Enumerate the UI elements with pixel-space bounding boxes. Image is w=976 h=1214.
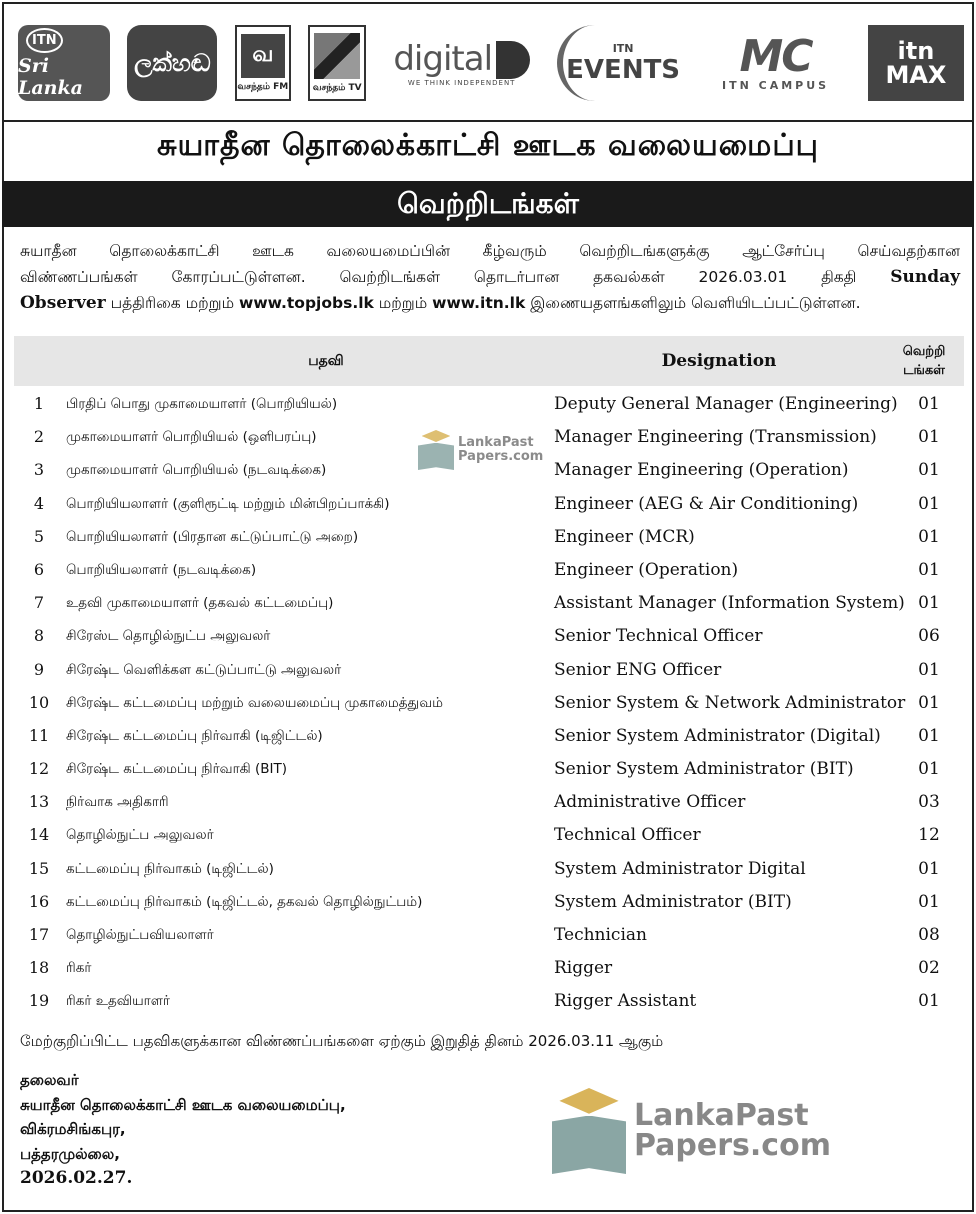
vacancy-count: 01 <box>918 891 940 912</box>
header-designation: Designation <box>661 351 777 371</box>
itn-events-logo: ITN EVENTS <box>557 25 683 101</box>
position-tamil: முகாமையாளர் பொறியியல் (நடவடிக்கை) <box>66 462 327 479</box>
row-number: 15 <box>28 858 50 878</box>
signature-block <box>20 1068 346 1191</box>
vacancy-count: 01 <box>918 493 940 514</box>
graduation-book-icon <box>418 430 454 470</box>
topjobs-link[interactable]: www.topjobs.lk <box>239 294 374 312</box>
designation-english: Technical Officer <box>554 825 701 846</box>
position-tamil: பொறியியலாளர் (பிரதான கட்டுப்பாட்டு அறை) <box>66 528 359 545</box>
position-tamil: கட்டமைப்பு நிர்வாகம் (டிஜிட்டல், தகவல் தொழில்நுட்பம்) <box>66 893 423 910</box>
position-tamil: தொழில்நுட்ப அலுவலர் <box>66 827 214 844</box>
position-tamil: சிரேஷ்ட கட்டமைப்பு நிர்வாகி (BIT) <box>66 761 288 778</box>
position-tamil: சிரேஸ்ட தொழில்நுட்ப அலுவலர் <box>66 628 271 645</box>
row-number: 1 <box>33 394 45 413</box>
table-row <box>14 919 964 952</box>
vacancy-count: 01 <box>918 858 940 879</box>
table-row <box>14 620 964 653</box>
position-tamil: பிரதிப் பொது முகாமையாளர் (பொறியியல்) <box>66 396 338 412</box>
vacancy-count: 03 <box>918 792 940 813</box>
vacancy-count: 01 <box>918 725 940 746</box>
row-number: 14 <box>28 825 50 845</box>
designation-english: Assistant Manager (Information System) <box>554 593 905 614</box>
designation-english: Manager Engineering (Transmission) <box>554 427 877 448</box>
designation-english: Senior System & Network Administrator <box>554 692 906 713</box>
closing-date-note: மேற்குறிப்பிட்ட பதவிகளுக்கான விண்ணப்பங்களை ஏற்கும் இறுதித் தினம் 2026.03.11 ஆகும் <box>20 1032 664 1050</box>
intro-paragraph <box>20 238 960 316</box>
position-tamil: தொழில்நுட்பவியலாளர் <box>66 927 214 943</box>
row-number: 7 <box>33 593 45 613</box>
notice-date: 2026.02.27. <box>20 1168 133 1188</box>
table-row <box>14 952 964 985</box>
table-row <box>14 554 964 587</box>
address-line-2: பத்தரமுல்லை, <box>20 1144 120 1163</box>
position-tamil: நிர்வாக அதிகாரி <box>66 794 169 811</box>
position-tamil: உதவி முகாமையாளர் (தகவல் கட்டமைப்பு) <box>66 595 334 612</box>
watermark-small: LankaPast Papers.com <box>418 430 543 470</box>
table-row <box>14 819 964 852</box>
designation-english: Administrative Officer <box>554 792 746 813</box>
designation-english: Technician <box>554 925 647 945</box>
position-tamil: கட்டமைப்பு நிர்வாகம் (டிஜிட்டல்) <box>66 860 274 877</box>
watermark-large: LankaPast Papers.com <box>552 1088 831 1174</box>
vacancy-count: 01 <box>918 593 940 614</box>
graduation-book-icon <box>552 1088 626 1174</box>
designation-english: Engineer (MCR) <box>554 526 695 547</box>
row-number: 10 <box>28 692 50 712</box>
itn-max-logo: itn MAX <box>868 25 964 101</box>
row-number: 4 <box>33 493 45 513</box>
table-row <box>14 753 964 786</box>
table-row <box>14 786 964 819</box>
vacancy-count: 08 <box>918 925 940 945</box>
table-row <box>14 388 964 421</box>
position-tamil: ரிகர் <box>66 960 92 977</box>
itn-campus-logo: MC ITN CAMPUS <box>721 30 830 92</box>
vacancy-count: 01 <box>918 991 940 1012</box>
vacancy-count: 06 <box>918 626 940 647</box>
vacancy-count: 01 <box>918 427 940 448</box>
intro-line-1: சுயாதீன தொலைக்காட்சி ஊடக வலையமைப்பின் கீழ்வரும் வெற்றிடங்களுக்கு ஆட்சேர்ப்பு செய்வதற்கான <box>20 242 960 260</box>
vacancy-count: 12 <box>918 825 940 846</box>
table-row <box>14 654 964 687</box>
vacancy-count: 01 <box>918 394 940 414</box>
position-tamil: ரிகர் உதவியாளர் <box>66 993 170 1010</box>
designation-english: System Administrator (BIT) <box>554 891 792 912</box>
vacancy-count: 01 <box>918 759 940 780</box>
position-tamil: பொறியியலாளர் (குளிரூட்டி மற்றும் மின்பிறப்பாக்கி) <box>66 495 390 512</box>
header-position-ta: பதவி <box>308 353 344 369</box>
signatory-title: தலைவர் <box>20 1071 79 1089</box>
vacancy-count: 01 <box>918 659 940 680</box>
designation-english: Manager Engineering (Operation) <box>554 460 849 481</box>
vacancy-count: 01 <box>918 559 940 580</box>
row-number: 2 <box>33 427 45 447</box>
position-tamil: பொறியியலாளர் (நடவடிக்கை) <box>66 561 257 578</box>
itn-srilanka-logo: ITN Sri Lanka <box>18 25 110 101</box>
vasantham-tv-logo: வசந்தம் TV <box>308 25 366 101</box>
row-number: 17 <box>28 925 50 944</box>
vacancy-count: 01 <box>918 460 940 481</box>
designation-english: Engineer (AEG & Air Conditioning) <box>554 493 859 514</box>
designation-english: Engineer (Operation) <box>554 559 739 580</box>
table-row <box>14 853 964 886</box>
row-number: 18 <box>28 958 50 978</box>
logo-strip <box>18 22 964 104</box>
designation-english: Rigger Assistant <box>554 991 697 1012</box>
row-number: 8 <box>33 626 45 646</box>
vasantham-tv-mark <box>314 33 360 79</box>
designation-english: Senior System Administrator (BIT) <box>554 759 854 780</box>
header-divider <box>2 120 974 122</box>
row-number: 5 <box>33 526 45 546</box>
table-row <box>14 886 964 919</box>
digital-d-mark <box>496 41 530 79</box>
row-number: 9 <box>33 659 45 679</box>
vacancies-banner: வெற்றிடங்கள் <box>2 181 974 227</box>
row-number: 3 <box>33 460 45 480</box>
address-line-1: விக்ரமசிங்கபுர, <box>20 1120 126 1138</box>
designation-english: Senior ENG Officer <box>554 659 722 680</box>
vacancy-table <box>14 388 964 1019</box>
table-row <box>14 587 964 620</box>
designation-english: Deputy General Manager (Engineering) <box>554 394 898 414</box>
signatory-org: சுயாதீன தொலைக்காட்சி ஊடக வலையமைப்பு, <box>20 1095 346 1114</box>
itn-digital-logo: digital WE THINK INDEPENDENT <box>384 25 540 101</box>
vasantham-fm-logo: வ வசந்தம் FM <box>235 25 291 101</box>
header-vacancies: வெற்றி டங்கள் <box>902 344 946 378</box>
table-row <box>14 985 964 1018</box>
table-header <box>14 336 964 386</box>
table-row <box>14 488 964 521</box>
position-tamil: சிரேஷ்ட கட்டமைப்பு மற்றும் வலையமைப்பு முகாமைத்துவம் <box>66 694 444 711</box>
vacancy-count: 01 <box>918 526 940 547</box>
row-number: 19 <box>28 991 50 1011</box>
row-number: 12 <box>28 759 50 779</box>
position-tamil: முகாமையாளர் பொறியியல் (ஒளிபரப்பு) <box>66 429 317 446</box>
row-number: 13 <box>28 792 50 812</box>
intro-line-3: Observer பத்திரிகை மற்றும் www.topjobs.lk மற்றும் www.itn.lk இணையதளங்களிலும் வெளியிடப்பட்டுள்ளன. <box>20 293 861 313</box>
designation-english: Senior Technical Officer <box>554 626 763 647</box>
itn-link[interactable]: www.itn.lk <box>432 294 526 312</box>
row-number: 11 <box>28 725 50 745</box>
designation-english: Senior System Administrator (Digital) <box>554 725 881 746</box>
intro-line-2: விண்ணப்பங்கள் கோரப்பட்டுள்ளன. வெற்றிடங்கள் தொடர்பான தகவல்கள் 2026.03.01 திகதி Sunday <box>20 267 960 287</box>
position-tamil: சிரேஷ்ட வெளிக்கள கட்டுப்பாட்டு அலுவலர் <box>66 661 342 678</box>
row-number: 16 <box>28 891 50 911</box>
vacancy-count: 01 <box>918 692 940 713</box>
designation-english: System Administrator Digital <box>554 858 806 879</box>
table-row <box>14 720 964 753</box>
organization-title: சுயாதீன தொலைக்காட்சி ஊடக வலையமைப்பு <box>157 128 819 163</box>
lakhanda-logo: ලක්හඬ <box>127 25 217 101</box>
table-row <box>14 521 964 554</box>
vacancy-count: 02 <box>918 958 940 979</box>
position-tamil: சிரேஷ்ட கட்டமைப்பு நிர்வாகி (டிஜிட்டல்) <box>66 727 323 744</box>
table-row <box>14 687 964 720</box>
designation-english: Rigger <box>554 958 613 979</box>
row-number: 6 <box>33 559 45 579</box>
